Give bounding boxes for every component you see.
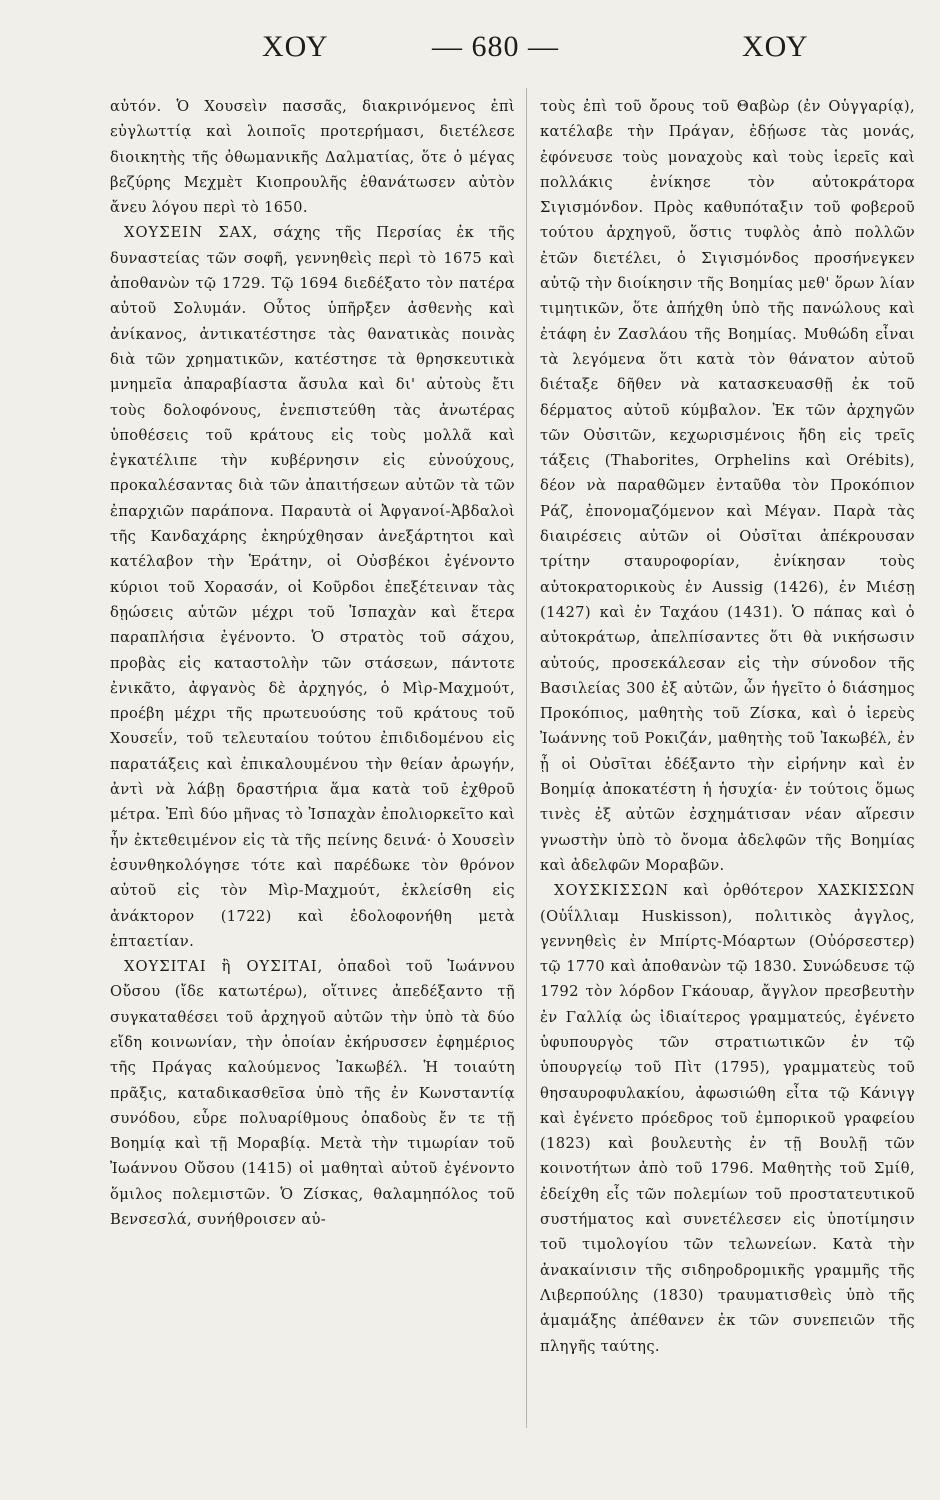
entry-chouskisson — [540, 878, 915, 1359]
entry-chousitai — [110, 954, 515, 1232]
running-header — [0, 30, 940, 74]
entry-continuation — [110, 94, 515, 220]
entry-body: αὐτόν. Ὁ Χουσεὶν πασσᾶς, διακρινόμενος ἐπὶ εὐγλωττίᾳ καὶ λοιποῖς προτερήμασι, διετέλεσε διοικητὴς τῆς ὀθωμανικῆς Δαλματίας, ὅτε ὁ μέγας βεζύρης Μεχμὲτ Κιοπρουλῆς ἐθανάτωσεν αὐτὸν ἄνευ λόγου περὶ τὸ 1650. — [110, 98, 515, 217]
header-right-keyword: ΧΟΥ — [742, 30, 809, 63]
entry-body: ὀπαδοὶ τοῦ Ἰωάννου Οὔσου (ἴδε κατωτέρω), οἵτινες ἀπεδέξαντο τῇ συγκαταθέσει τοῦ ἀρχηγοῦ αὐτῶν τὴν ὑπὸ τὰ δύο εἴδη κοινωνίαν, τὴν ὁποίαν ἐκήρυσσεν ἐφημέριος τῆς Πράγας καλούμενος Ἰακωβέλ. Ἡ τοιαύτη πρᾶξις, καταδικασθεῖσα ὑπὸ τῆς ἐν Κωνσταντίᾳ συνόδου, εὗρε πολυαρίθμους ὀπαδοὺς ἔν τε τῇ Βοημίᾳ καὶ τῇ Μοραβίᾳ. Μετὰ τὴν τιμωρίαν τοῦ Ἰωάννου Οὔσου (1415) οἱ μαθηταὶ αὐτοῦ ἐγένοντο ὅμιλος πολεμιστῶν. Ὁ Ζίσκας, θαλαμηπόλος τοῦ Βενσεσλά, συνήθροισεν αὐ- — [110, 958, 515, 1229]
entry-headword: ΧΟΥΣΕΙΝ ΣΑΧ, — [124, 224, 259, 242]
entry-headword: ΧΟΥΣΙΤΑΙ ἢ ΟΥΣΙΤΑΙ, — [124, 958, 324, 976]
column-divider — [526, 88, 527, 1428]
entry-chousein-sach — [110, 220, 515, 954]
entry-body: τοὺς ἐπὶ τοῦ ὄρους τοῦ Θαβὼρ (ἐν Οὑγγαρίᾳ), κατέλαβε τὴν Πράγαν, ἐδῄωσε τὰς μονάς, ἐφόνευσε τοὺς μοναχοὺς καὶ τοὺς ἱερεῖς καὶ πολλάκις ἐνίκησε τὸν αὐτοκράτορα Σιγισμόνδον. Πρὸς καθυπόταξιν τοῦ φοβεροῦ τούτου ἀρχηγοῦ, ὅστις τυφλὸς ἀπὸ πολλῶν ἐτῶν διετέλει, ὁ Σιγισμόνδος προσήνεγκεν αὐτῷ τὴν διοίκησιν τῆς Βοημίας μεθ' ὅρων λίαν τιμητικῶν, ὅτε ἀπήχθη ὑπὸ τῆς πανώλους καὶ ἐτάφη ἐν Ζασλάου τῆς Βοημίας. Μυθώδη εἶναι τὰ λεγόμενα ὅτι κατὰ τὸν θάνατον αὐτοῦ διέταξε δῆθεν νὰ κατασκευασθῇ ἐκ τοῦ δέρματος αὐτοῦ κύμβαλον. Ἐκ τῶν ἀρχηγῶν τῶν Οὐσιτῶν, κεχωρισμένοις ἤδη εἰς τρεῖς τάξεις (Thaborites, Orphelins καὶ Orébits), δέον νὰ παραθῶμεν ἐνταῦθα τὸν Προκόπιον Ράζ, ἐπονομαζόμενον καὶ Μέγαν. Παρὰ τὰς διαιρέσεις αὐτῶν οἱ Οὐσῖται ἀπέκρουσαν τρίτην σταυροφορίαν, ἐνίκησαν τοὺς αὐτοκρατορικοὺς ἐν Aussig (1426), ἐν Μιέσῃ (1427) καὶ ἐν Ταχάου (1431). Ὁ πάπας καὶ ὁ αὐτοκράτωρ, ἀπελπίσαντες ὅτι θὰ νικήσωσιν αὐτούς, προσεκάλεσαν εἰς τὴν σύνοδον τῆς Βασιλείας 300 ἐξ αὐτῶν, ὧν ἡγεῖτο ὁ διάσημος Προκόπιος, μαθητὴς τοῦ Ζίσκα, καὶ ὁ ἱερεὺς Ἰωάννης τοῦ Ροκιζάν, μαθητὴς τοῦ Ἰακωβέλ, ἐν ᾗ οἱ Οὐσῖται ἐδέξαντο τὴν εἰρήνην καὶ ἐν Βοημίᾳ ἀποκατέστη ἡ ἡσυχία· ἐν τούτοις ὅμως τινὲς ἐξ αὐτῶν ἐσχημάτισαν νέαν αἵρεσιν γνωστὴν ὑπὸ τὸ ὄνομα ἀδελφῶν τῆς Βοημίας καὶ ἀδελφῶν Μοραβῶν. — [540, 98, 915, 874]
entry-body: καὶ ὀρθότερον ΧΑΣΚΙΣΣΩΝ (Οὐΐλλιαμ Huskisson), πολιτικὸς ἀγγλος, γεννηθεὶς ἐν Μπίρτς-Μόαρτων (Οὐόρσεστερ) τῷ 1770 καὶ ἀποθανὼν τῷ 1830. Συνώδευσε τῷ 1792 τὸν λόρδον Γκάουαρ, ἄγγλον πρεσβευτὴν ἐν Γαλλίᾳ ὡς ἰδιαίτερος γραμματεύς, ἐγένετο ὑφυπουργὸς τῶν στρατιωτικῶν ἐν τῷ ὑπουργείῳ τοῦ Πὶτ (1795), γραμματεὺς τοῦ θησαυροφυλακίου, ἀφωσιώθη εἶτα τῷ Κάνιγγ καὶ ἐγένετο πρόεδρος τοῦ ἐμπορικοῦ γραφείου (1823) καὶ βουλευτὴς ἐν τῇ Βουλῇ τῶν κοινοτήτων ἀπὸ τοῦ 1796. Μαθητὴς τοῦ Σμίθ, ἐδείχθη εἷς τῶν πολεμίων τοῦ προστατευτικοῦ συστήματος καὶ συνετέλεσεν εἰς ὑποτίμησιν τοῦ τιμολογίου τῶν τελωνείων. Κατὰ τὴν ἀνακαίνισιν τῆς σιδηροδρομικῆς γραμμῆς τῆς Λιβερπούλης (1830) τραυματισθεὶς ὑπὸ τῆς ἁμαμάξης ἀπέθανεν ἐκ τῶν συνεπειῶν τῆς πληγῆς ταύτης. — [540, 882, 915, 1355]
entry-headword: ΧΟΥΣΚΙΣΣΩΝ — [554, 882, 670, 900]
entry-body: σάχης τῆς Περσίας ἐκ τῆς δυναστείας τῶν σοφῆ, γεννηθεὶς περὶ τὸ 1675 καὶ ἀποθανὼν τῷ 1729. Τῷ 1694 διεδέξατο τὸν πατέρα αὐτοῦ Σολυμάν. Οὗτος ὑπῆρξεν ἀσθενὴς καὶ ἀνίκανος, ἀντικατέστησε τὰς θανατικὰς ποινὰς διὰ τῶν χρηματικῶν, κατέστησε τὰ θρησκευτικὰ μνημεῖα ἀπαραβίαστα ἄσυλα καὶ δι' αὐτοὺς ἔτι τοὺς δολοφόνους, ἐνεπιστεύθη τὰς ἀνωτέρας ὑποθέσεις τοῦ κράτους εἰς τοὺς μολλᾶ καὶ ἐγκατέλιπε τὴν κυβέρνησιν εἰς εὐνούχους, προκαλέσαντας διὰ τῶν ἀπαιτήσεων αὐτῶν τὰ τῶν ἐπαρχιῶν παράπονα. Παραυτὰ οἱ Ἀφγανοί-Ἀβδαλοὶ τῆς Κανδαχάρης ἐκηρύχθησαν ἀνεξάρτητοι καὶ κατέλαβον τὴν Ἑράτην, οἱ Οὐσβέκοι ἐγένοντο κύριοι τοῦ Χορασάν, οἱ Κοῦρδοι ἐπεξέτειναν τὰς δῃώσεις αὐτῶν μέχρι τοῦ Ἰσπαχὰν καὶ ἕτερα παραπλήσια ἐγένοντο. Ὁ στρατὸς τοῦ σάχου, προβὰς εἰς καταστολὴν τῶν στάσεων, πάντοτε ἐνικᾶτο, ἀφγανὸς δὲ ἀρχηγός, ὁ Μὶρ-Μαχμούτ, προέβη μέχρι τῆς πρωτευούσης τοῦ κράτους τοῦ Χουσεΐν, τοῦ τελευταίου τούτου ἐπιδιδομένου εἰς παρατάξεις καὶ ἐπικαλουμένου τὴν θείαν ἀρωγήν, ἀντὶ νὰ λάβῃ δραστήρια ἅμα κατὰ τοῦ ἐχθροῦ μέτρα. Ἐπὶ δύο μῆνας τὸ Ἰσπαχὰν ἐπολιορκεῖτο καὶ ἦν ἐκτεθειμένον εἰς τὰ τῆς πείνης δεινά· ὁ Χουσεὶν ἐσυνθηκολόγησε τότε καὶ παρέδωκε τὸν θρόνον αὐτοῦ εἰς τὸν Μὶρ-Μαχμούτ, ἐκλείσθη εἰς ἀνάκτορον (1722) καὶ ἐδολοφονήθη μετὰ ἑπταετίαν. — [110, 224, 515, 950]
page-number: — 680 — — [432, 30, 559, 63]
right-column — [540, 94, 915, 1484]
header-left-keyword: ΧΟΥ — [262, 30, 329, 63]
left-column — [110, 94, 515, 1484]
entry-continuation — [540, 94, 915, 878]
